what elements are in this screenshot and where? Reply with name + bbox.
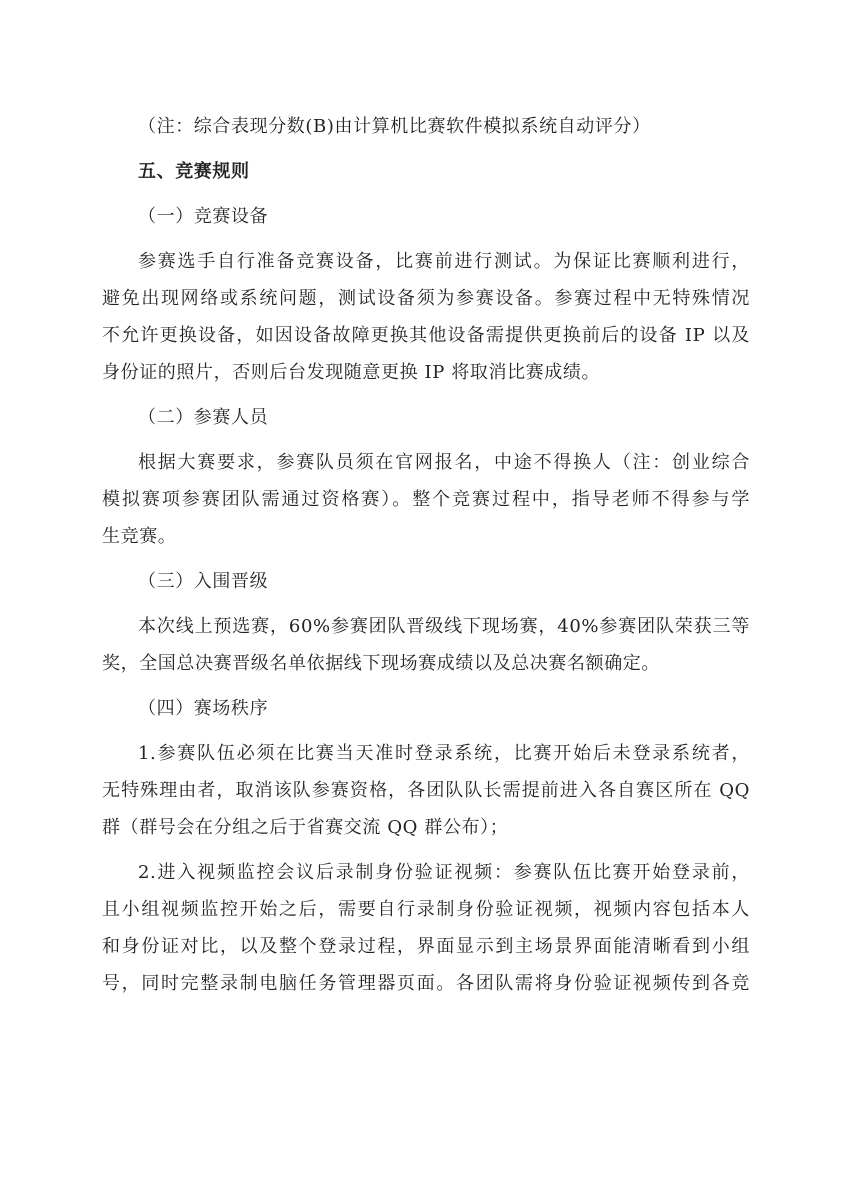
subsection-heading-order: （四）赛场秩序 [138,698,269,719]
paragraph-order-item-1 [102,735,750,846]
document-body [102,108,750,1002]
paragraph-line: 模拟赛项参赛团队需通过资格赛）。整个竞赛过程中，指导老师不得参与学 [102,489,750,510]
paragraph-line: 奖，全国总决赛晋级名单依据线下现场赛成绩以及总决赛名额确定。 [102,653,660,674]
paragraph-line: 避免出现网络或系统问题，测试设备须为参赛设备。参赛过程中无特殊情况 [102,288,750,309]
subsection-heading-participants: （二）参赛人员 [138,407,269,428]
paragraph-line: 且小组视频监控开始之后，需要自行录制身份验证视频，视频内容包括本人 [102,899,750,920]
paragraph-line: 群（群号会在分组之后于省赛交流 QQ 群公布）； [102,817,509,838]
subsection-heading-advancement: （三）入围晋级 [138,571,269,592]
paragraph-line: 本次线上预选赛，60%参赛团队晋级线下现场赛，40%参赛团队荣获三等 [138,616,750,637]
note-line: （注：综合表现分数(B)由计算机比赛软件模拟系统自动评分） [138,116,651,137]
section-title: 五、竞赛规则 [138,161,250,182]
paragraph-line: 号，同时完整录制电脑任务管理器页面。各团队需将身份验证视频传到各竞 [102,973,750,994]
paragraph-line: 无特殊理由者，取消该队参赛资格，各团队队长需提前进入各自赛区所在 QQ [102,780,750,801]
paragraph-advancement [102,608,750,682]
subsection-heading-equipment: （一）竞赛设备 [138,206,269,227]
paragraph-line: 生竞赛。 [102,526,177,547]
paragraph-order-item-2 [102,854,750,1002]
paragraph-line: 根据大赛要求，参赛队员须在官网报名，中途不得换人（注：创业综合 [138,452,750,473]
paragraph-equipment [102,243,750,391]
paragraph-line: 1.参赛队伍必须在比赛当天准时登录系统，比赛开始后未登录系统者， [138,743,750,764]
paragraph-line: 参赛选手自行准备竞赛设备，比赛前进行测试。为保证比赛顺利进行， [138,251,750,272]
paragraph-line: 2.进入视频监控会议后录制身份验证视频：参赛队伍比赛开始登录前， [138,862,750,883]
note-paragraph [138,108,750,145]
paragraph-line: 和身份证对比，以及整个登录过程，界面显示到主场景界面能清晰看到小组 [102,936,750,957]
paragraph-line: 身份证的照片，否则后台发现随意更换 IP 将取消比赛成绩。 [102,362,601,383]
paragraph-participants [102,444,750,555]
paragraph-line: 不允许更换设备，如因设备故障更换其他设备需提供更换前后的设备 IP 以及 [102,325,750,346]
